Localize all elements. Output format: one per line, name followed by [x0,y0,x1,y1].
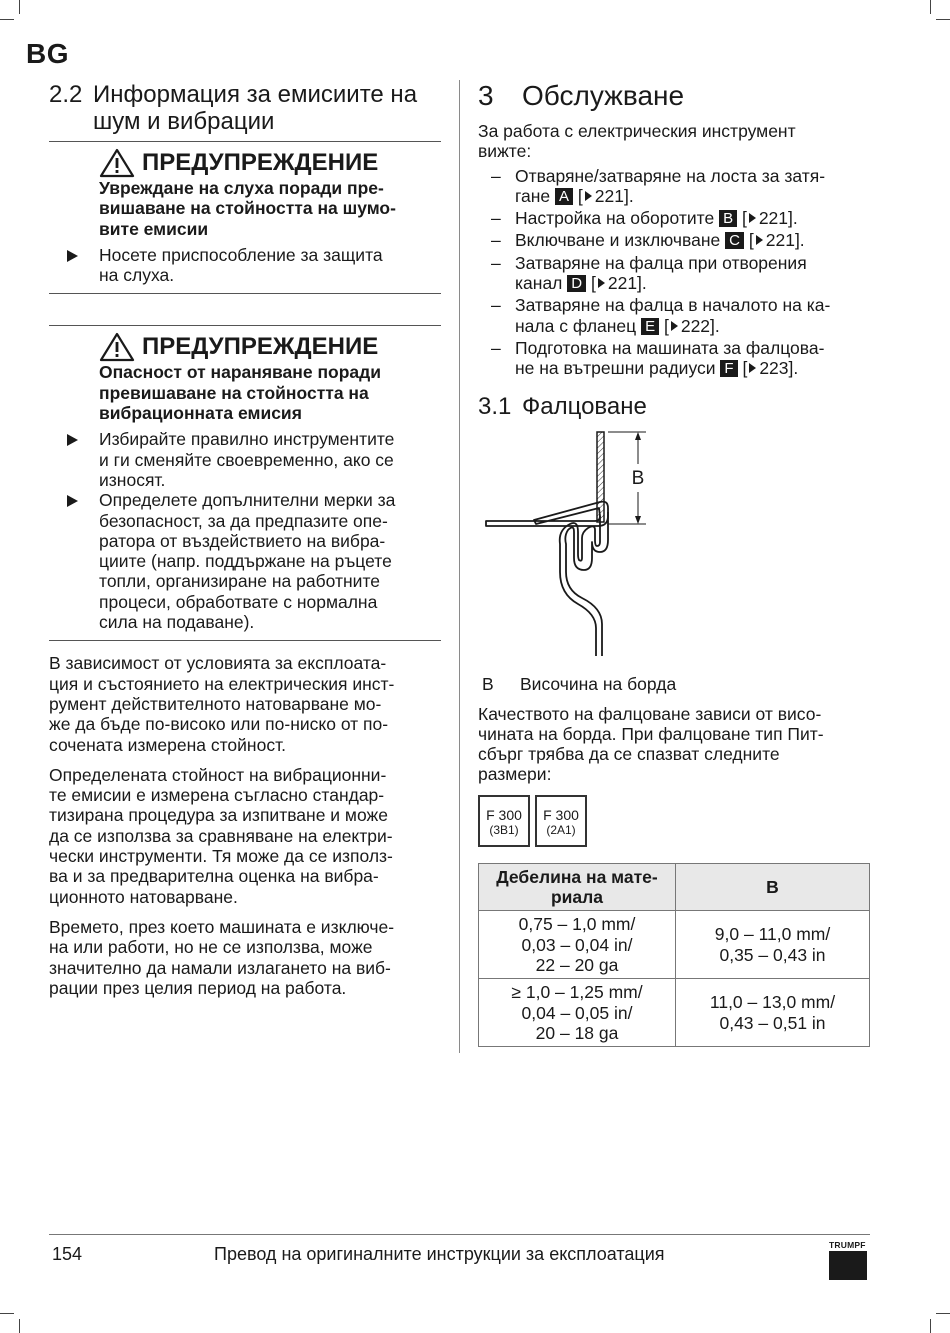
warning-box-noise [49,141,441,294]
bullet-line: циите (напр. поддържане на ръцете [99,551,392,572]
bullet-line: Носете приспособление за защита [99,244,383,265]
page-reference[interactable]: [ 222]. [663,315,720,336]
bullet-line: на слуха. [99,265,175,286]
list-item: – Настройка на оборотите B [ 221]. [491,208,798,229]
table-header-b [676,863,870,911]
text-line: За работа с електрическия инструмент [478,121,796,141]
cell-line: 0,03 – 0,04 in/ [521,934,633,955]
text-line: ция и състоянието на електрическия инст- [49,673,395,694]
paragraph [49,765,441,907]
cell-line: 22 – 20 ga [535,954,619,975]
right-column [478,78,870,1047]
crop-mark [930,1319,931,1333]
text-line: ва и за предварителна оценка на вибра- [49,866,379,887]
page-reference[interactable]: [ 221]. [741,208,798,229]
text-line: Настройка на оборотите [515,208,715,229]
cell-line: ≥ 1,0 – 1,25 mm/ [511,982,643,1003]
text-line: Отваряне/затваряне на лоста за затя- [515,165,826,186]
text-line: значително да намали излагането на виб- [49,957,391,978]
tool-name: F 300 [543,806,579,823]
figure-key-badge: A [555,188,573,205]
operation-list [478,166,870,379]
bullet-line: Избирайте правилно инструментите [99,429,395,450]
text-line: размери: [478,764,552,785]
page-reference[interactable]: [ 221]. [590,273,647,294]
cell-line: 0,04 – 0,05 in/ [521,1002,633,1023]
arrow-right-icon [671,321,678,331]
text-line: канал [515,273,563,294]
text-line: не на вътрешни радиуси [515,358,716,379]
bullet-line: процеси, обработвате с нормална [99,591,378,612]
page-reference[interactable]: [ 221]. [748,230,805,251]
text-line: Времето, през което машината е изключе- [49,916,395,937]
language-code: BG [26,38,69,69]
figure-key-badge: F [720,360,737,377]
paragraph [478,704,870,785]
text-line: гане [515,185,551,206]
section-title: Фалцоване [522,392,647,420]
text-line: В зависимост от условията за експлоата- [49,653,387,674]
text-line: да се използва за сравняване на електри- [49,825,393,846]
header-line: B [766,876,779,897]
body-text [49,653,441,998]
figure-legend [478,674,870,694]
seam-height-table [478,863,870,1047]
page-number: 221]. [594,185,634,206]
seam-profile-diagram [478,420,870,660]
tool-name: F 300 [486,806,522,823]
bullet-line: безопасност, за да предпазите опе- [99,510,388,531]
page-number: 222]. [680,315,720,336]
crop-mark [936,19,950,20]
column-divider [459,80,460,1053]
text-line: чината на борда. При фалцоване тип Пит- [478,723,824,744]
footer-text: Превод на оригиналните инструкции за експлоатация [214,1244,665,1264]
bullet-line: Определете допълнителни мерки за [99,490,396,511]
text-line: Определената стойност на вибрационни- [49,764,387,785]
arrow-right-icon [756,235,763,245]
left-column [49,78,441,1008]
section-heading-3 [478,80,870,112]
warning-bullet [49,245,441,286]
header-line: риала [550,887,604,908]
legend-text: Височина на борда [520,673,677,694]
text-line: вижте: [478,141,532,162]
text-line: Подготовка на машината за фалцова- [515,337,825,358]
trumpf-logo [829,1240,867,1280]
figure-key-badge: C [725,232,744,249]
section-title-line: Информация за емисиите на [93,81,418,108]
page-reference[interactable]: [ 223]. [742,358,799,379]
text-line: чески инструменти. Тя може да се използ- [49,846,393,867]
table-header-row [479,863,870,911]
cell-line: 0,43 – 0,51 in [719,1012,826,1033]
text-line: румент действителното натоварване мо- [49,693,382,714]
text-line: ционното натоварване. [49,886,238,907]
dimension-b-label: B [631,467,645,489]
subsection-heading-3-1 [478,393,870,420]
text-line: Качеството на фалцоване зависи от висо- [478,703,822,724]
logo-text: TRUMPF [829,1240,866,1250]
paragraph [49,917,441,998]
warning-bullet [49,490,441,632]
arrow-right-icon [749,213,756,223]
text-line: нала с фланец [515,315,637,336]
text-line: Затваряне на фалца в началото на ка- [515,295,831,316]
section-number: 2.2 [49,81,83,108]
page-number: 221]. [765,230,805,251]
figure-key-badge: B [719,210,737,227]
cell-line: 20 – 18 ga [535,1022,619,1043]
text-line: рации през целия период на работа. [49,977,347,998]
section-number: 3.1 [478,392,512,420]
page-number: 221]. [758,208,798,229]
section-number: 3 [478,80,494,111]
figure-key-badge: E [641,318,659,335]
arrow-right-icon [749,363,756,373]
table-row [479,911,870,979]
text-line: же да бъде по-високо или по-ниско от по- [49,714,389,735]
crop-mark [0,1313,14,1314]
warning-subtitle-line: вибрационната емисия [99,403,302,424]
list-item: – Отваряне/затваряне на лоста за затя- гане A [ 221]. [491,165,826,206]
bullet-arrow-icon [67,434,78,446]
page-number: 221]. [607,273,647,294]
list-item: – Затваряне на фалца при отворения канал D [ 221]. [491,252,807,294]
bullet-line: износят. [99,469,166,490]
bullet-line: сила на подаване). [99,612,255,633]
crop-mark [19,1319,20,1333]
text-line: на или работи, но не се използва, може [49,937,373,958]
table-cell [676,911,870,979]
intro-paragraph [478,121,870,162]
warning-box-vibration [49,325,441,641]
page-number: 223]. [759,358,799,379]
table-cell [479,911,676,979]
text-line: те емисии е измерена съгласно стандар- [49,785,385,806]
legend-key: B [482,673,494,694]
warning-subtitle-line: Опасност от нараняване поради [99,362,382,383]
bullet-arrow-icon [67,495,78,507]
page-reference[interactable]: [ 221]. [577,185,634,206]
crop-mark [19,0,20,14]
crop-mark [930,0,931,14]
text-line: Затваряне на фалца при отворения [515,252,807,273]
cell-line: 9,0 – 11,0 mm/ [714,924,831,945]
footer-rule [49,1234,870,1235]
page-number: 154 [52,1244,83,1264]
list-item: – Включване и изключване C [ 221]. [491,230,805,251]
table-header-thickness [479,863,676,911]
text-line: тизирана процедура за изпитване и може [49,805,388,826]
bullet-arrow-icon [67,250,78,262]
figure-key-badge: D [567,275,586,292]
table-cell [676,979,870,1047]
warning-title [99,332,441,362]
bullet-line: топли, организиране на работните [99,571,380,592]
bullet-line: ратора от въздействието на вибра- [99,530,386,551]
warning-title [99,148,441,178]
tool-code: (2A1) [546,822,576,837]
header-line: Дебелина на мате- [496,866,658,887]
text-line: сочената измерена стойност. [49,734,287,755]
section-title-line: шум и вибрации [93,108,275,135]
arrow-right-icon [598,278,605,288]
table-cell [479,979,676,1047]
warning-subtitle-line: вите емисии [99,218,209,239]
cell-line: 0,75 – 1,0 mm/ [518,914,636,935]
section-title: Обслужване [522,80,685,111]
paragraph [49,653,441,754]
bullet-line: и ги сменяйте своевременно, ако се [99,449,394,470]
tool-badges [478,795,870,847]
logo-block [829,1251,867,1280]
list-item: – Подготовка на машината за фалцова- не на вътрешни радиуси F [ 223]. [491,337,825,379]
crop-mark [936,1313,950,1314]
warning-subtitle [99,362,441,423]
crop-mark [0,19,14,20]
table-row [479,979,870,1047]
cell-line: 11,0 – 13,0 mm/ [709,992,836,1013]
list-item: – Затваряне на фалца в началото на ка- нала с фланец E [ 222]. [491,295,831,336]
text-line: Включване и изключване [515,230,721,251]
warning-subtitle [99,178,441,239]
tool-badge-3b1 [478,795,530,847]
cell-line: 0,35 – 0,43 in [719,944,826,965]
warning-bullet [49,429,441,490]
warning-triangle-icon [99,332,135,362]
warning-triangle-icon [99,148,135,178]
arrow-right-icon [585,191,592,201]
warning-title-text: ПРЕДУПРЕЖДЕНИЕ [142,149,379,176]
tool-code: (3B1) [489,822,519,837]
warning-subtitle-line: Увреждане на слуха поради пре- [99,178,384,198]
section-heading-2-2 [49,81,441,135]
tool-badge-2a1 [535,795,587,847]
warning-title-text: ПРЕДУПРЕЖДЕНИЕ [142,333,379,361]
warning-subtitle-line: превишаване на стойността на [99,382,369,403]
warning-subtitle-line: вишаване на стойността на шумо- [99,198,396,219]
text-line: сбърг трябва да се спазват следните [478,744,780,765]
